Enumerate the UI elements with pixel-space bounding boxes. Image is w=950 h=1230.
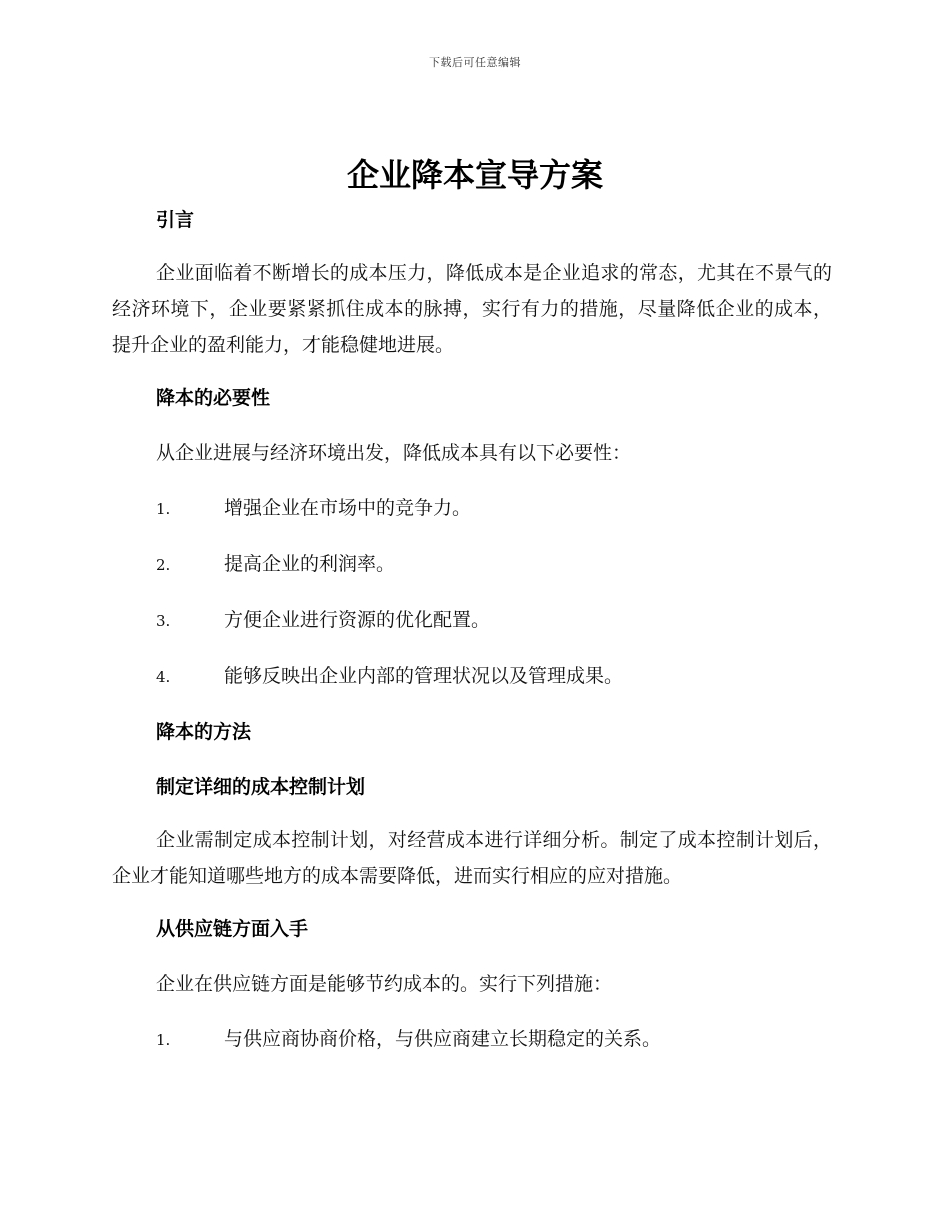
intro-paragraph: 企业面临着不断增长的成本压力，降低成本是企业追求的常态，尤其在不景气的经济环境下，企业要紧紧抓住成本的脉搏，实行有力的措施，尽量降低企业的成本，提升企业的盈利能力，才能稳健地进展。 — [112, 262, 832, 356]
list-number: 2. — [156, 556, 171, 574]
list-number: 1. — [156, 500, 171, 518]
list-number: 4. — [156, 668, 171, 686]
document-title: 企业降本宣导方案 — [346, 156, 603, 194]
necessity-heading: 降本的必要性 — [156, 387, 271, 409]
list-text: 与供应商协商价格，与供应商建立长期稳定的关系。 — [224, 1028, 662, 1050]
list-text: 方便企业进行资源的优化配置。 — [224, 609, 491, 631]
plan-heading: 制定详细的成本控制计划 — [156, 776, 366, 798]
list-item — [112, 600, 832, 641]
list-text: 提高企业的利润率。 — [224, 553, 396, 575]
list-item — [112, 544, 832, 585]
list-text: 能够反映出企业内部的管理状况以及管理成果。 — [224, 665, 624, 687]
plan-paragraph: 企业需制定成本控制计划，对经营成本进行详细分析。制定了成本控制计划后，企业才能知道哪些地方的成本需要降低，进而实行相应的应对措施。 — [112, 829, 832, 887]
list-number: 3. — [156, 612, 171, 630]
intro-heading: 引言 — [156, 209, 195, 231]
supply-lead: 企业在供应链方面是能够节约成本的。实行下列措施： — [156, 973, 613, 995]
list-text: 增强企业在市场中的竞争力。 — [224, 497, 472, 519]
document-body — [112, 200, 832, 1060]
list-number: 1. — [156, 1031, 171, 1049]
list-item — [112, 488, 832, 529]
list-item — [112, 1019, 832, 1060]
necessity-lead: 从企业进展与经济环境出发，降低成本具有以下必要性： — [156, 442, 632, 464]
supply-heading: 从供应链方面入手 — [156, 918, 309, 940]
list-item — [112, 656, 832, 697]
header-note: 下载后可任意编辑 — [429, 56, 521, 69]
methods-heading: 降本的方法 — [156, 721, 252, 743]
